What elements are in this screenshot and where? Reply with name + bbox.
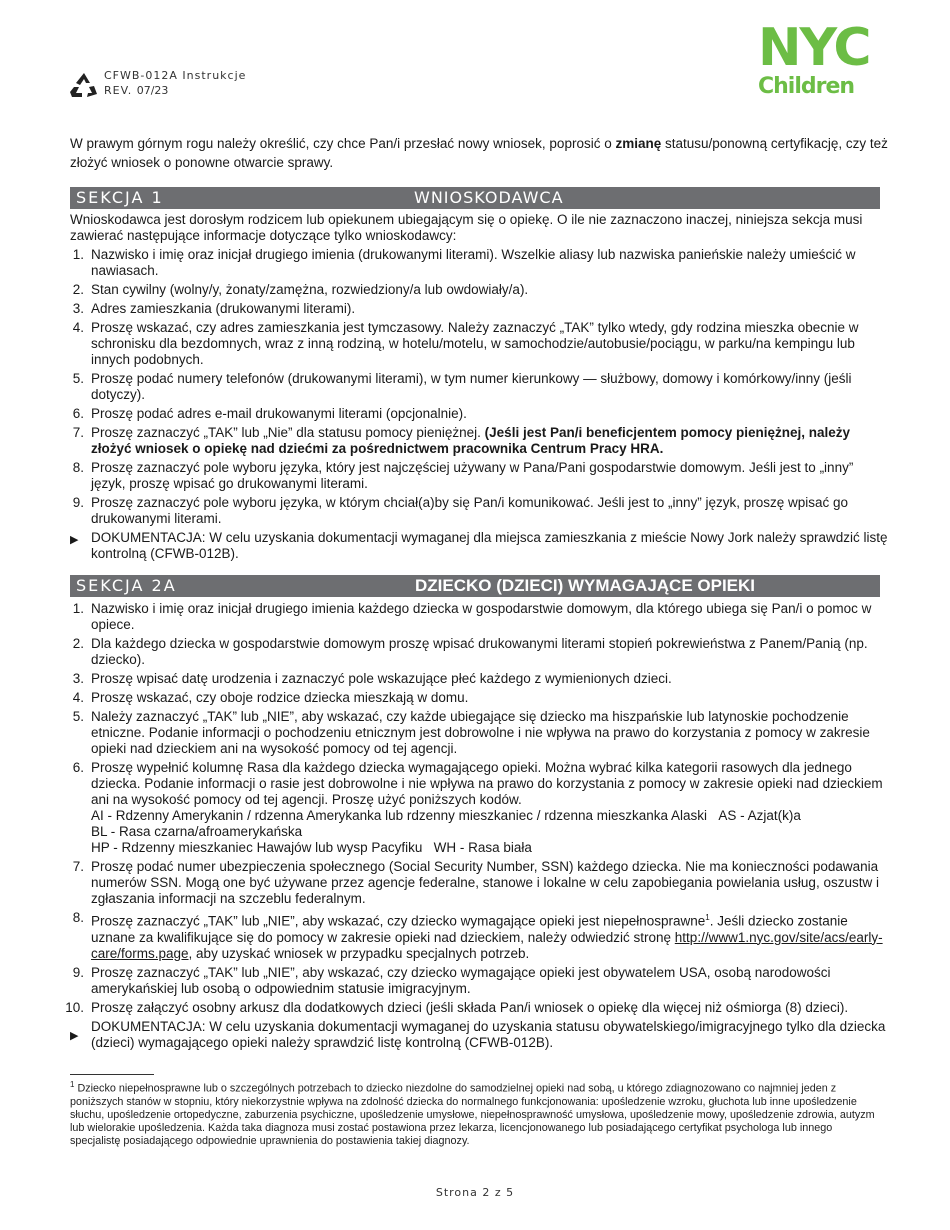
list-item: 2. Dla każdego dziecka w gospodarstwie domowym proszę wpisać drukowanymi literami stopień pokrewieństwa z Panem/Panią (np. dziecko). (72, 636, 868, 667)
list-item: 4. Proszę wskazać, czy oboje rodzice dziecka mieszkają w domu. (72, 690, 469, 705)
nyc-children-logo (758, 18, 893, 103)
arrow-right-icon: ▶ (70, 1029, 79, 1042)
early-care-forms-link[interactable]: http://www1.nyc.gov/site/acs/early-care/forms.page (91, 929, 883, 961)
list-item: 7. Proszę podać numer ubezpieczenia społecznego (Social Security Number, SSN) każdego dziecka. Nie ma konieczności podawania numerów SSN. Mogą one być używane przez agencje federalne, stanowe i lokalne w celu zapobiegania powielania usług, oszustw i zgłaszania informacji na szczeblu federalnym. (72, 859, 879, 906)
footnote (70, 1078, 880, 1148)
list-item: 10. Proszę załączyć osobny arkusz dla dodatkowych dzieci (jeśli składa Pan/i wniosek o opiekę dla więcej niż ośmiorga (8) dzieci). (65, 999, 849, 1015)
section-2a-list (65, 601, 890, 1016)
section-2a-title: DZIECKO (DZIECI) WYMAGAJĄCE OPIEKI (415, 576, 756, 595)
form-code: CFWB-012A Instrukcje (104, 69, 247, 82)
list-item: 3. Proszę wpisać datę urodzenia i zaznaczyć pole wskazujące płeć każdego z wymienionych dzieci. (72, 671, 672, 686)
section-1-list (70, 247, 890, 527)
section-1-title: WNIOSKODAWCA (414, 188, 564, 207)
arrow-right-icon: ▶ (70, 534, 79, 546)
race-codes (91, 808, 890, 856)
logo-nyc-text: NYC (758, 18, 870, 78)
race-code-ai: AI - Rdzenny Amerykanin / rdzenna Amerykanka lub rdzenny mieszkaniec / rdzenna mieszkanka Alaski (91, 808, 708, 823)
race-code-as: AS - Azjat(k)a (718, 808, 801, 823)
list-item: 5. Proszę podać numery telefonów (drukowanymi literami), w tym numer kierunkowy — służbowy, domowy i komórkowy/inny (jeśli dotyczy). (72, 371, 852, 402)
section-2a-documentation: ▶ DOKUMENTACJA: W celu uzyskania dokumentacji wymaganej do uzyskania statusu obywatelskiego/imigracyjnego tylko dla dziecka (dzieci) wymagającego opieki należy sprawdzić listę kontrolną (CFWB-012B). (70, 1018, 886, 1050)
list-item: 6. Proszę podać adres e-mail drukowanymi literami (opcjonalnie). (72, 406, 467, 421)
section-1-label: SEKCJA 1 (76, 188, 164, 207)
footnote-mark: 1 (70, 1080, 75, 1089)
list-item: 9. Proszę zaznaczyć „TAK” lub „NIE”, aby wskazać, czy dziecko wymagające opieki jest obywatelem USA, osobą narodowości amerykańskiej lub osobą o odpowiednim statusie imigracyjnym. (72, 964, 831, 996)
section-1-description: Wnioskodawca jest dorosłym rodzicem lub opiekunem ubiegającym się o opiekę. O ile nie zaznaczono inaczej, niniejsza sekcja musi zawierać następujące informacje dotyczące tylko wnioskodawcy: (70, 212, 863, 243)
list-item: 8. Proszę zaznaczyć pole wyboru języka, który jest najczęściej używany w Pana/Pani gospodarstwie domowym. Jeśli jest to „inny” język, proszę wpisać go drukowanymi literami. (72, 460, 854, 491)
form-code-block (104, 68, 246, 98)
logo-children-text: Children (758, 74, 855, 99)
footnote-divider (70, 1074, 154, 1075)
list-item: 9. Proszę zaznaczyć pole wyboru języka, w którym chciał(a)by się Pan/i komunikować. Jeśli jest to „inny” język, proszę wpisać go drukowanymi literami. (72, 495, 849, 526)
footnote-text: Dziecko niepełnosprawne lub o szczególnych potrzebach to dziecko niezdolne do samodzielnej opieki nad sobą, u którego zdiagnozowano co najmniej jeden z poniższych stanów w stopniu, który niekorzystnie wpływa na zdolność dziecka do normalnego funkcjonowania: upośledzenie wzroku, głuchota lub inne upośledzenie słuchu, upośledzenie ortopedyczne, zaburzenia psychiczne, upośledzenie umysłowe, niepełnosprawność umysłowa, upośledzenie mowy, upośledzenie zdrowia, autyzm lub wielorakie upośledzenia. Każda taka diagnoza musi zostać postawiona przez lekarza, licencjonowanego lub posiadającego certyfikat psychologa lub innego specjalistę posiadającego odpowiednie uprawnienia do postawienia takiej diagnozy. (70, 1082, 875, 1147)
list-item: 4. Proszę wskazać, czy adres zamieszkania jest tymczasowy. Należy zaznaczyć „TAK” tylko wtedy, gdy rodzina mieszka obecnie w schronisku dla bezdomnych, wraz z inną rodziną, w hotelu/motelu, w samochodzie/autobusie/pociągu, w parku/na kempingu lub innych podobnych. (72, 320, 859, 367)
list-item: 1. Nazwisko i imię oraz inicjał drugiego imienia każdego dziecka w gospodarstwie domowym, dla którego ubiega się Pan/i o pomoc w opiece. (72, 601, 872, 632)
section-1-documentation: ▶ DOKUMENTACJA: W celu uzyskania dokumentacji wymaganej dla miejsca zamieszkania z mieście Nowy Jork należy sprawdzić listę kontrolną (CFWB-012B). (70, 530, 888, 561)
list-item: 3. Adres zamieszkania (drukowanymi literami). (72, 301, 356, 316)
list-item: 8. Proszę zaznaczyć „TAK” lub „NIE”, aby wskazać, czy dziecko wymagające opieki jest niepełnosprawne$^1$. Jeśli dziecko zostanie uznane za kwalifikujące się do pomocy w zakresie opieki nad dzieckiem, należy odwiedzić stronę http://www1.nyc.gov/site/acs/early-care/forms.page, aby uzyskać wniosek w przypadku specjalnych potrzeb. (72, 910, 883, 961)
list-item: 1. Nazwisko i imię oraz inicjał drugiego imienia (drukowanymi literami). Wszelkie aliasy lub nazwiska panieńskie należy umieścić w nawiasach. (72, 247, 856, 278)
race-code-bl: BL - Rasa czarna/afroamerykańska (91, 824, 303, 839)
section-2a-body (65, 599, 890, 1051)
race-code-hp: HP - Rdzenny mieszkaniec Hawajów lub wysp Pacyfiku (91, 840, 423, 855)
section-2a-label: SEKCJA 2A (76, 576, 177, 595)
section-2a-header (70, 575, 880, 597)
race-code-wh: WH - Rasa biała (433, 840, 532, 855)
recycle-icon (70, 72, 98, 98)
list-item: 5. Należy zaznaczyć „TAK” lub „NIE”, aby wskazać, czy każde ubiegające się dziecko ma hiszpańskie lub latynoskie pochodzenie etniczne. Podanie informacji o pochodzeniu etnicznym jest dobrowolne i nie wpływa na prawo do korzystania z pomocy w zakresie opieki nad dzieckiem ani na wysokość pomocy od tej agencji. (72, 709, 870, 756)
footnote-ref: 1 (705, 913, 710, 922)
list-item: 2. Stan cywilny (wolny/y, żonaty/zamężna, rozwiedziony/a lub owdowiały/a). (72, 282, 529, 297)
section-1-body (70, 212, 890, 562)
rev-label: REV. (104, 84, 133, 97)
rev-date: 07/23 (136, 84, 169, 97)
section-1-header (70, 187, 880, 209)
list-item: 7. Proszę zaznaczyć „TAK” lub „Nie” dla statusu pomocy pieniężnej. (Jeśli jest Pan/i beneficjentem pomocy pieniężnej, należy złożyć wniosek o opiekę nad dziećmi za pośrednictwem pracownika Centrum Pracy HRA. (72, 425, 851, 456)
intro-paragraph: W prawym górnym rogu należy określić, czy chce Pan/i przesłać nowy wniosek, poprosić o zmianę statusu/ponowną certyfikację, czy też złożyć wniosek o ponowne otwarcie sprawy. (70, 136, 888, 170)
list-item: 6. Proszę wypełnić kolumnę Rasa dla każdego dziecka wymagającego opieki. Można wybrać kilka kategorii rasowych dla jednego dziecka. Podanie informacji o rasie jest dobrowolne i nie wpływa na prawo do korzystania z pomocy w zakresie opieki nad dzieckiem ani na wysokość pomocy od tej agencji. Proszę użyć poniższych kodów. AI - Rdzenny Amerykanin / rdzenna Amerykanka lub rdzenny mieszkaniec / rdzenna mieszkanka Alaski AS - Azjat(k)a BL - Rasa czarna/afroamerykańska HP - Rdzenny mieszkaniec Hawajów lub wysp Pacyfiku WH - Rasa biała (70, 760, 890, 856)
page-number: Strona 2 z 5 (435, 1186, 515, 1199)
